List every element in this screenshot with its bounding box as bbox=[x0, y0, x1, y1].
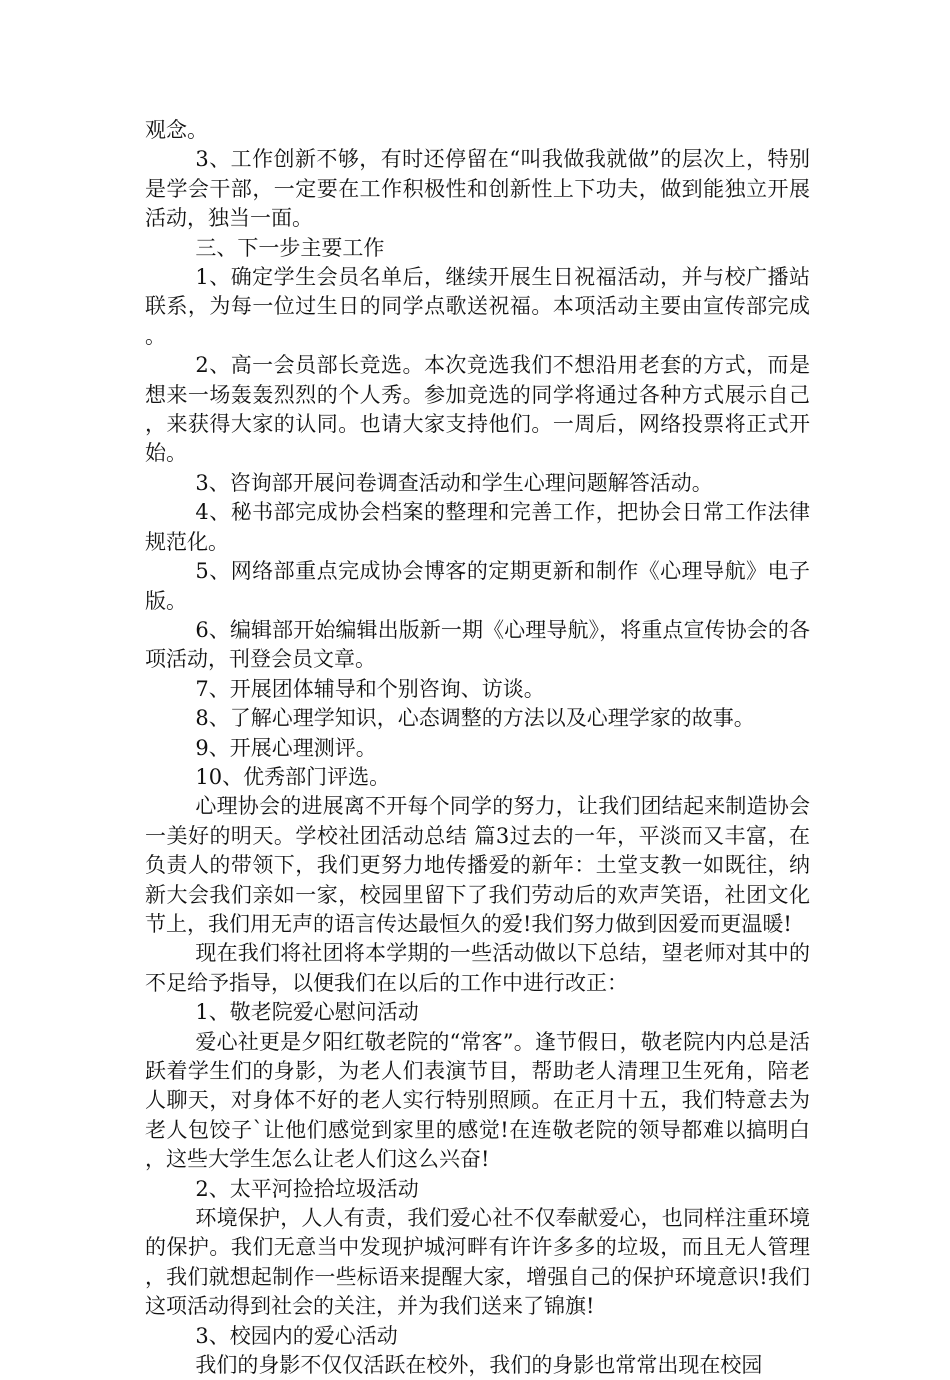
list-item: 4、秘书部完成协会档案的整理和完善工作，把协会日常工作法律规范化。 bbox=[145, 500, 810, 554]
paragraph: 心理协会的进展离不开每个同学的努力，让我们团结起来制造协会一美好的明天。学校社团活动总结 篇3过去的一年，平淡而又丰富，在负责人的带领下，我们更努力地传播爱的新年：土堂支教一如既往，纳新大会我们亲如一家，校园里留下了我们劳动后的欢声笑语，社团文化节上，我们用无声的语言传达最恒久的爱!我们努力做到因爱而更温暖! bbox=[145, 794, 810, 936]
list-item: 1、确定学生会员名单后，继续开展生日祝福活动，并与校广播站联系，为每一位过生日的同学点歌送祝福。本项活动主要由宣传部完成。 bbox=[145, 265, 810, 348]
activity-heading: 1、敬老院爱心慰问活动 bbox=[195, 1000, 419, 1025]
paragraph: 爱心社更是夕阳红敬老院的“常客”。逢节假日，敬老院内内总是活跃着学生们的身影，为老人们表演节目，帮助老人清理卫生死角，陪老人聊天，对身体不好的老人实行特别照顾。在正月十五，我们特意去为老人包饺子`让他们感觉到家里的感觉!在连敬老院的领导都难以搞明白，这些大学生怎么让老人们这么兴奋! bbox=[145, 1029, 810, 1172]
paragraph: 现在我们将社团将本学期的一些活动做以下总结，望老师对其中的不足给予指导，以便我们在以后的工作中进行改正： bbox=[145, 941, 810, 995]
list-item: 2、高一会员部长竞选。本次竞选我们不想沿用老套的方式，而是想来一场轰轰烈烈的个人秀。参加竞选的同学将通过各种方式展示自己，来获得大家的认同。也请大家支持他们。一周后，网络投票将正式开始。 bbox=[145, 353, 810, 466]
paragraph: 3、工作创新不够，有时还停留在“叫我做我就做”的层次上，特别是学会干部，一定要在工作积极性和创新性上下功夫，做到能独立开展活动，独当一面。 bbox=[145, 147, 810, 231]
activity-heading: 3、校园内的爱心活动 bbox=[195, 1323, 398, 1348]
paragraph: 环境保护，人人有责，我们爱心社不仅奉献爱心，也同样注重环境的保护。我们无意当中发现护城河畔有许许多多的垃圾，而且无人管理，我们就想起制作一些标语来提醒大家，增强自己的保护环境意识!我们这项活动得到社会的关注，并为我们送来了锦旗! bbox=[145, 1206, 810, 1319]
list-item: 6、编辑部开始编辑出版新一期《心理导航》，将重点宣传协会的各项活动，刊登会员文章。 bbox=[145, 617, 810, 672]
paragraph: 观念。 bbox=[145, 118, 208, 142]
list-item: 7、开展团体辅导和个别咨询、访谈。 bbox=[195, 676, 545, 701]
activity-heading: 2、太平河捡拾垃圾活动 bbox=[195, 1176, 419, 1201]
document-body bbox=[145, 116, 810, 1380]
list-item: 10、优秀部门评选。 bbox=[195, 764, 391, 789]
section-heading: 三、下一步主要工作 bbox=[195, 235, 385, 260]
list-item: 5、网络部重点完成协会博客的定期更新和制作《心理导航》电子版。 bbox=[145, 559, 810, 613]
list-item: 8、了解心理学知识，心态调整的方法以及心理学家的故事。 bbox=[195, 706, 755, 731]
list-item: 3、咨询部开展问卷调查活动和学生心理问题解答活动。 bbox=[195, 470, 713, 495]
paragraph: 我们的身影不仅仅活跃在校外，我们的身影也常常出现在校园 bbox=[195, 1353, 763, 1378]
list-item: 9、开展心理测评。 bbox=[195, 735, 377, 760]
